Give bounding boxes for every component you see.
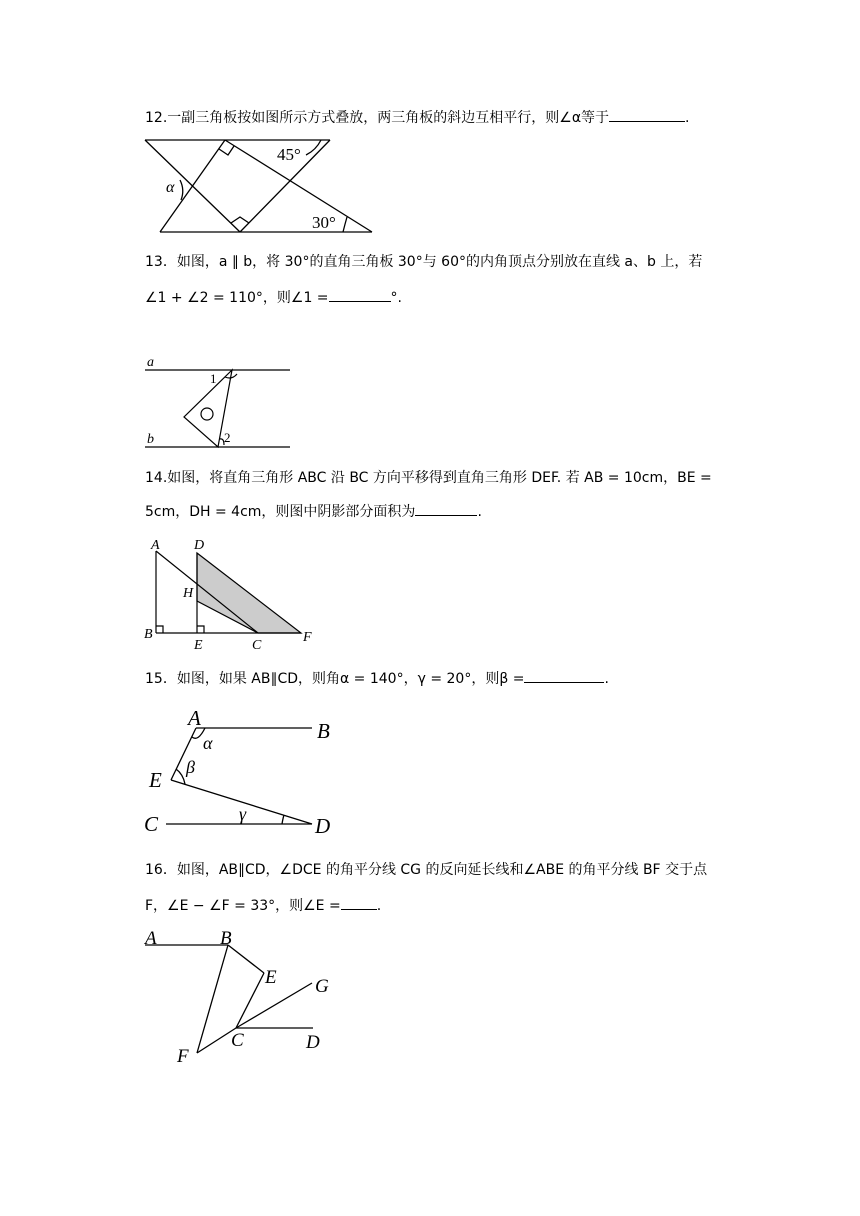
q15-label-E: E — [149, 768, 162, 792]
q13-label-b: b — [147, 432, 154, 447]
q12-label-alpha: α — [166, 179, 175, 196]
q12-figure — [140, 135, 380, 237]
q13-figure — [140, 352, 300, 452]
q14-label-C: C — [252, 638, 262, 653]
q14-label-E: E — [194, 638, 203, 653]
q14-label-D: D — [194, 538, 205, 553]
q12-answer-blank[interactable] — [609, 107, 685, 122]
q16-label-C: C — [231, 1030, 244, 1051]
q14-label-F: F — [303, 630, 312, 645]
q14-label-H: H — [183, 586, 194, 601]
q15-line1 — [145, 668, 609, 689]
q13-label-a: a — [147, 355, 154, 370]
q15-label-alpha: α — [203, 733, 213, 753]
q12-period: . — [685, 110, 690, 126]
q16-label-B: B — [220, 928, 232, 949]
q12-label-45: 45° — [277, 145, 301, 164]
q15-figure — [140, 700, 350, 840]
q15-label-gamma: γ — [239, 804, 247, 824]
q13-degree-end: °. — [390, 290, 402, 306]
q15-stem: 15．如图，如果 AB∥CD，则角α = 140°，γ = 20°，则β = — [145, 671, 525, 687]
q13-label-1: 1 — [210, 371, 217, 386]
q14-answer-blank[interactable] — [415, 501, 477, 516]
q16-label-G: G — [315, 976, 329, 997]
q15-label-D: D — [315, 814, 331, 838]
q16-label-F: F — [177, 1046, 189, 1067]
q14-label-B: B — [144, 627, 153, 642]
q13-label-2: 2 — [224, 430, 231, 445]
q16-condition: F，∠E − ∠F = 33°，则∠E = — [145, 898, 341, 914]
q14-label-A: A — [151, 538, 160, 553]
q15-period: . — [604, 671, 609, 687]
q15-label-C: C — [144, 812, 159, 836]
q13-line1: 13．如图，a ∥ b，将 30°的直角三角板 30°与 60°的内角顶点分别放在直线 a、b 上，若 — [145, 254, 703, 270]
q16-period: . — [376, 898, 382, 914]
q14-figure — [140, 533, 320, 658]
q14-line2 — [145, 501, 482, 522]
q15-label-beta: β — [186, 757, 195, 777]
q16-line1: 16．如图，AB∥CD，∠DCE 的角平分线 CG 的反向延长线和∠ABE 的角平分线 BF 交于点 — [145, 862, 708, 878]
q16-line2 — [145, 895, 381, 916]
q15-label-A: A — [188, 706, 201, 730]
q14-line1: 14.如图，将直角三角形 ABC 沿 BC 方向平移得到直角三角形 DEF. 若 AB = 10cm，BE = — [145, 470, 712, 486]
q16-label-E: E — [265, 967, 277, 988]
q16-answer-blank[interactable] — [341, 895, 377, 910]
q16-label-D: D — [306, 1032, 320, 1053]
q14-period: . — [477, 504, 482, 520]
q15-label-B: B — [317, 719, 330, 743]
q13-answer-blank[interactable] — [329, 287, 391, 302]
q13-line2 — [145, 287, 402, 308]
q14-conditions: 5cm，DH = 4cm，则图中阴影部分面积为 — [145, 504, 416, 520]
q12-text — [145, 107, 690, 128]
q13-equation: ∠1 + ∠2 = 110°，则∠1 = — [145, 290, 329, 306]
q12-stem: 12.一副三角板按如图所示方式叠放，两三角板的斜边互相平行，则∠α等于 — [145, 110, 610, 126]
q15-answer-blank[interactable] — [524, 668, 604, 683]
q16-label-A: A — [145, 928, 157, 949]
q12-label-30: 30° — [312, 213, 336, 232]
q14-shaded-region — [197, 553, 301, 633]
q16-figure — [140, 922, 340, 1067]
